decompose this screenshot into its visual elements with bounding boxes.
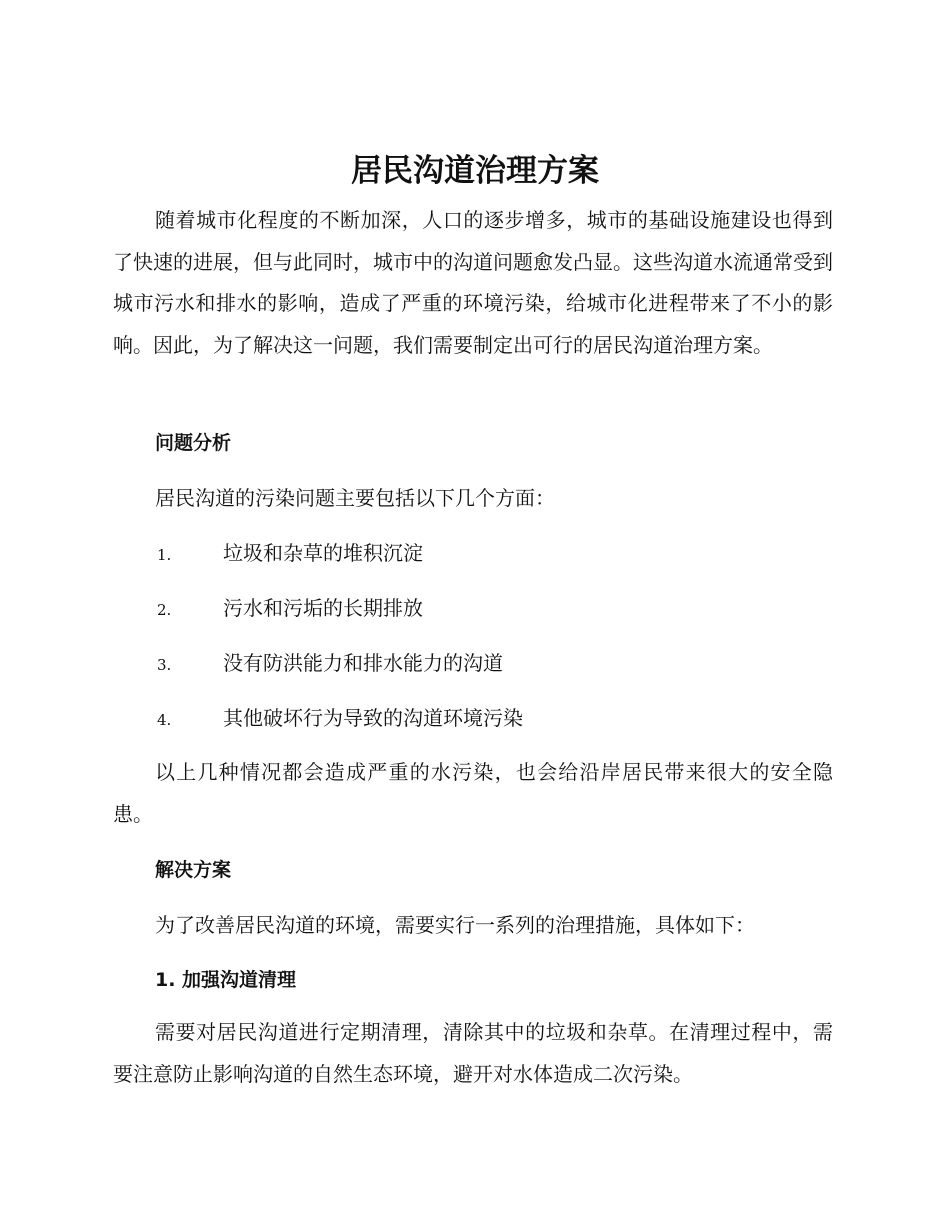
list-item-text: 垃圾和杂草的堆积沉淀 [223, 541, 423, 565]
list-item-number: 1. [157, 546, 172, 564]
problem-conclusion: 以上几种情况都会造成严重的水污染，也会给沿岸居民带来很大的安全隐患。 [113, 760, 833, 826]
document-title: 居民沟道治理方案 [351, 153, 599, 189]
list-item-number: 2. [157, 601, 172, 619]
subheading-cleanup: 1. 加强沟道清理 [155, 969, 297, 991]
solution-lead: 为了改善居民沟道的环境，需要实行一系列的治理措施，具体如下： [155, 913, 755, 937]
list-item-text: 污水和污垢的长期排放 [223, 596, 423, 620]
list-item [157, 538, 837, 570]
list-item-number: 3. [157, 656, 172, 674]
list-item-number: 4. [157, 711, 172, 729]
list-item-text: 其他破坏行为导致的沟道环境污染 [223, 706, 523, 730]
list-item [157, 648, 837, 680]
problem-lead: 居民沟道的污染问题主要包括以下几个方面： [155, 486, 555, 510]
list-item-text: 没有防洪能力和排水能力的沟道 [223, 651, 503, 675]
list-item [157, 703, 837, 735]
cleanup-paragraph: 需要对居民沟道进行定期清理，清除其中的垃圾和杂草。在清理过程中，需要注意防止影响沟道的自然生态环境，避开对水体造成二次污染。 [113, 1020, 833, 1086]
list-item [157, 593, 837, 625]
section-heading-problem: 问题分析 [155, 432, 232, 454]
section-heading-solution: 解决方案 [155, 859, 232, 881]
intro-paragraph: 随着城市化程度的不断加深，人口的逐步增多，城市的基础设施建设也得到了快速的进展，但与此同时，城市中的沟道问题愈发凸显。这些沟道水流通常受到城市污水和排水的影响，造成了严重的环境污染，给城市化进程带来了不小的影响。因此，为了解决这一问题，我们需要制定出可行的居民沟道治理方案。 [113, 208, 833, 357]
